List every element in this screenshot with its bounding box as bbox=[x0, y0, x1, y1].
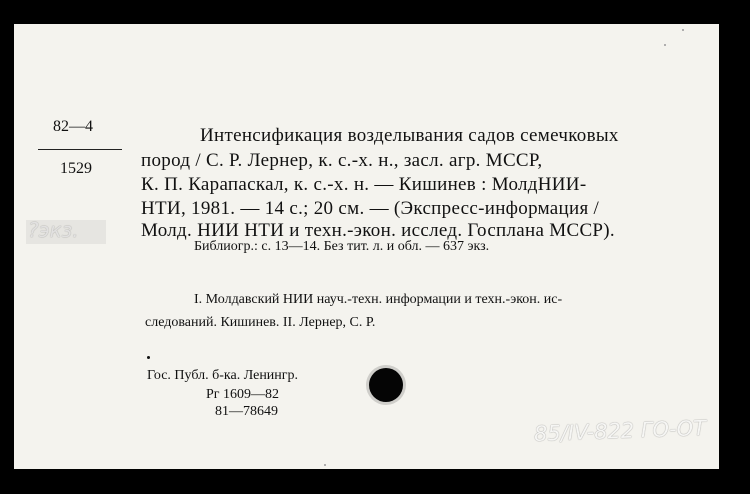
catalog-card bbox=[14, 24, 719, 469]
title-line-1: Интенсификация возделывания садов семечковых bbox=[200, 125, 619, 146]
entry-number: 1529 bbox=[60, 160, 92, 177]
library-line-3: 81—78649 bbox=[215, 404, 278, 419]
class-number: 82—4 bbox=[53, 118, 93, 135]
added-entry-line-2: следований. Кишинев. II. Лернер, С. Р. bbox=[145, 315, 376, 330]
title-line-2: пород / С. Р. Лернер, к. с.-х. н., засл. агр. МССР, bbox=[141, 150, 543, 171]
speck bbox=[682, 29, 684, 31]
stray-dot bbox=[147, 356, 150, 359]
speck bbox=[324, 464, 326, 466]
punch-hole-stamp bbox=[369, 368, 403, 402]
handwritten-margin-note: ?экз. bbox=[28, 218, 79, 242]
title-line-3: К. П. Карапаскал, к. с.-х. н. — Кишинев : МолдНИИ- bbox=[141, 174, 587, 195]
margin-smudge bbox=[26, 220, 106, 244]
speck bbox=[664, 44, 666, 46]
library-line-2: Рг 1609—82 bbox=[206, 387, 280, 402]
bibliographic-note: Библиогр.: с. 13—14. Без тит. л. и обл. — 637 экз. bbox=[194, 239, 490, 254]
handwritten-corner-code: 85/IV-822 ГО-ОТ bbox=[533, 416, 707, 446]
title-line-5: Молд. НИИ НТИ и техн.-экон. исслед. Госплана МССР). bbox=[141, 220, 615, 241]
library-line-1: Гос. Публ. б-ка. Ленингр. bbox=[147, 368, 299, 383]
added-entry-line-1: I. Молдавский НИИ науч.-техн. информации и техн.-экон. ис- bbox=[194, 292, 563, 307]
class-number-divider bbox=[38, 149, 122, 150]
title-line-4: НТИ, 1981. — 14 с.; 20 см. — (Экспресс-информация / bbox=[141, 198, 600, 219]
